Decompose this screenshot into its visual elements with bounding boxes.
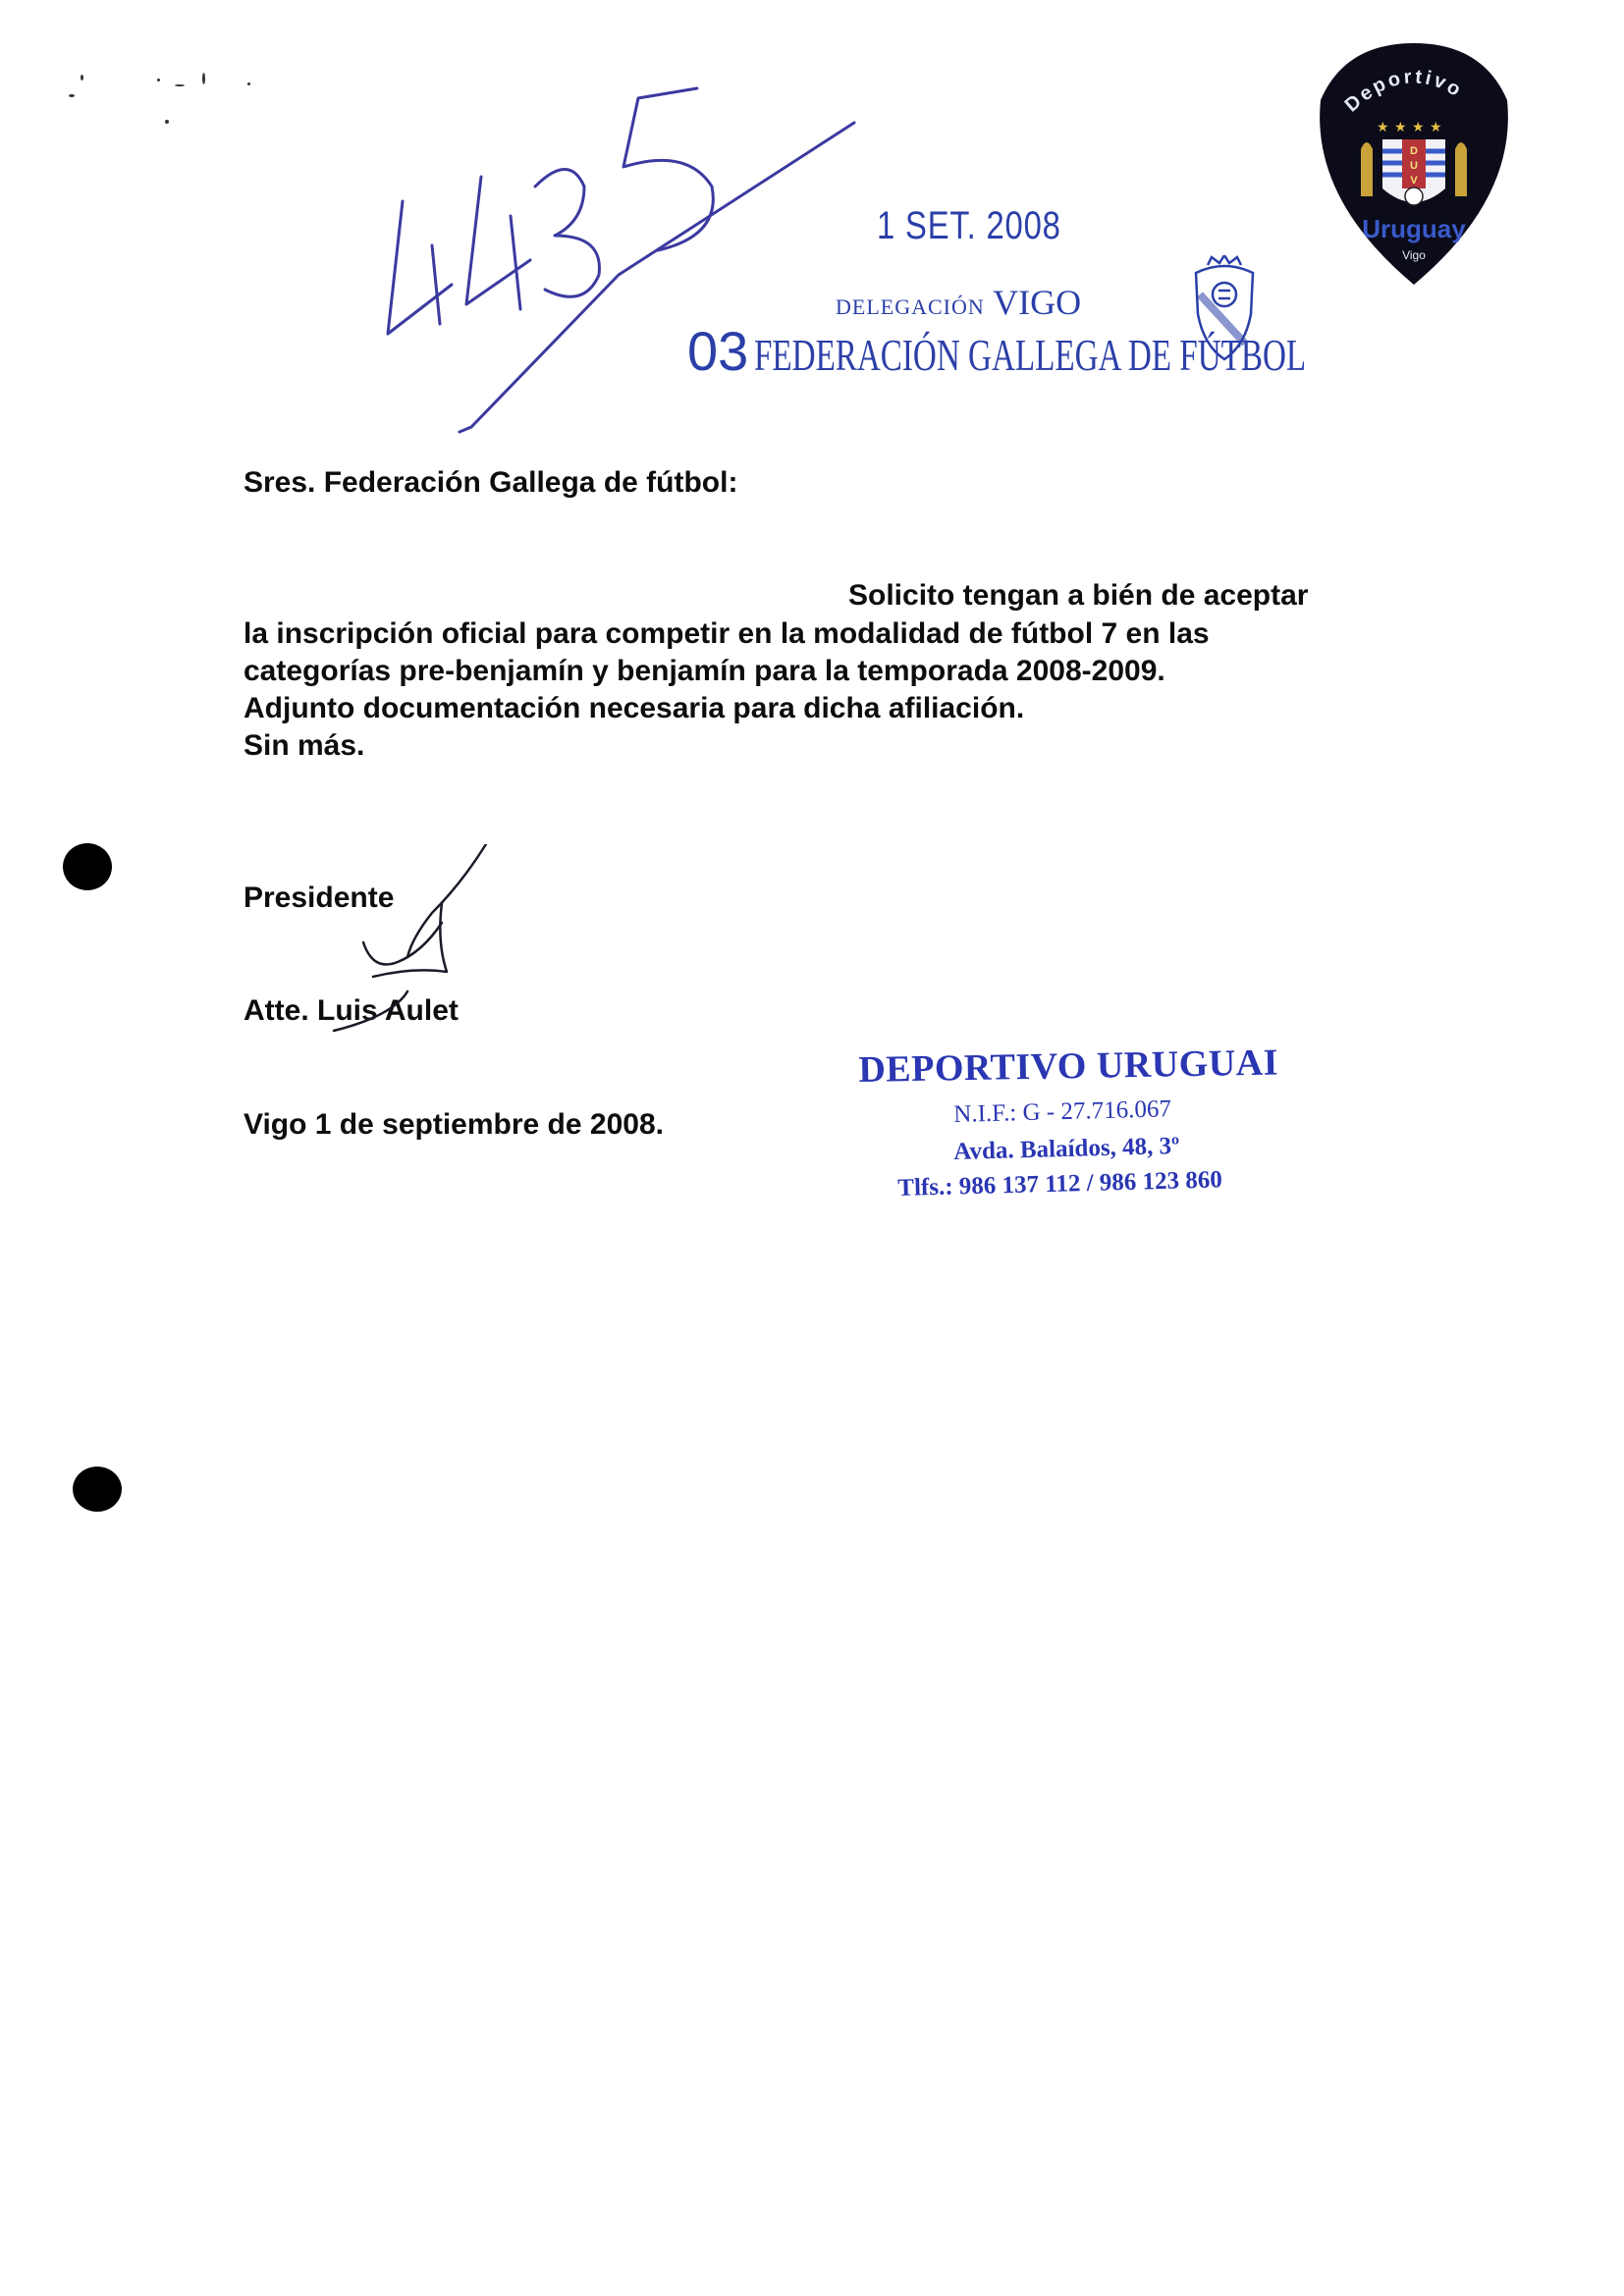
svg-text:Vigo: Vigo xyxy=(1402,248,1426,262)
svg-text:★: ★ xyxy=(1430,120,1442,135)
stamp-delegation xyxy=(836,282,1081,323)
scan-speck xyxy=(202,73,205,84)
scan-speck xyxy=(69,94,75,97)
svg-text:D: D xyxy=(1410,145,1418,157)
stamp-delegation-prefix: DELEGACIÓN xyxy=(836,294,985,319)
scan-speck xyxy=(247,82,250,85)
punch-hole xyxy=(63,843,112,890)
letter-body-first-line: Solicito tengan a bién de aceptar xyxy=(848,579,1309,612)
scan-speck xyxy=(175,84,185,86)
club-badge-logo xyxy=(1316,41,1512,287)
letter-salutation: Sres. Federación Gallega de fútbol: xyxy=(244,466,738,499)
handwritten-signature xyxy=(314,844,511,1041)
scan-speck xyxy=(165,120,169,124)
svg-text:U: U xyxy=(1410,160,1418,172)
svg-text:V: V xyxy=(1410,175,1418,187)
scan-speck xyxy=(157,79,160,81)
club-stamp-nif: N.I.F.: G - 27.716.067 xyxy=(953,1095,1172,1128)
club-stamp-name: DEPORTIVO URUGUAI xyxy=(858,1041,1279,1091)
letter-signoff: Atte. Luis Aulet xyxy=(244,994,459,1027)
letter-body: la inscripción oficial para competir en la modalidad de fútbol 7 en las categorías pre-benjamín y benjamín para la temporada 2008-2009. Adjunto documentación necesaria para dicha afiliación. Sin más. xyxy=(244,617,1210,762)
federation-shield-icon xyxy=(1190,255,1259,363)
svg-text:Uruguay: Uruguay xyxy=(1362,214,1466,243)
stamp-delegation-city: VIGO xyxy=(993,283,1082,322)
club-stamp-phones: Tlfs.: 986 137 112 / 986 123 860 xyxy=(897,1166,1223,1201)
svg-text:★: ★ xyxy=(1394,120,1407,135)
svg-text:Deportivo: Deportivo xyxy=(1340,66,1467,117)
closing-title: Presidente xyxy=(244,881,395,914)
stamp-number: 03 xyxy=(687,320,749,382)
svg-text:★: ★ xyxy=(1377,120,1389,135)
stamp-federation-line xyxy=(687,319,1521,383)
club-stamp-address: Avda. Balaídos, 48, 3º xyxy=(953,1132,1180,1165)
stamp-federation-name: FEDERACIÓN GALLEGA DE FÚTBOL xyxy=(754,330,1307,380)
scan-speck xyxy=(81,75,83,80)
svg-text:★: ★ xyxy=(1412,120,1425,135)
stamp-date: 1 SET. 2008 xyxy=(877,204,1061,247)
punch-hole xyxy=(73,1467,122,1512)
club-badge-shield-icon xyxy=(1316,41,1512,287)
place-and-date: Vigo 1 de septiembre de 2008. xyxy=(244,1108,664,1141)
